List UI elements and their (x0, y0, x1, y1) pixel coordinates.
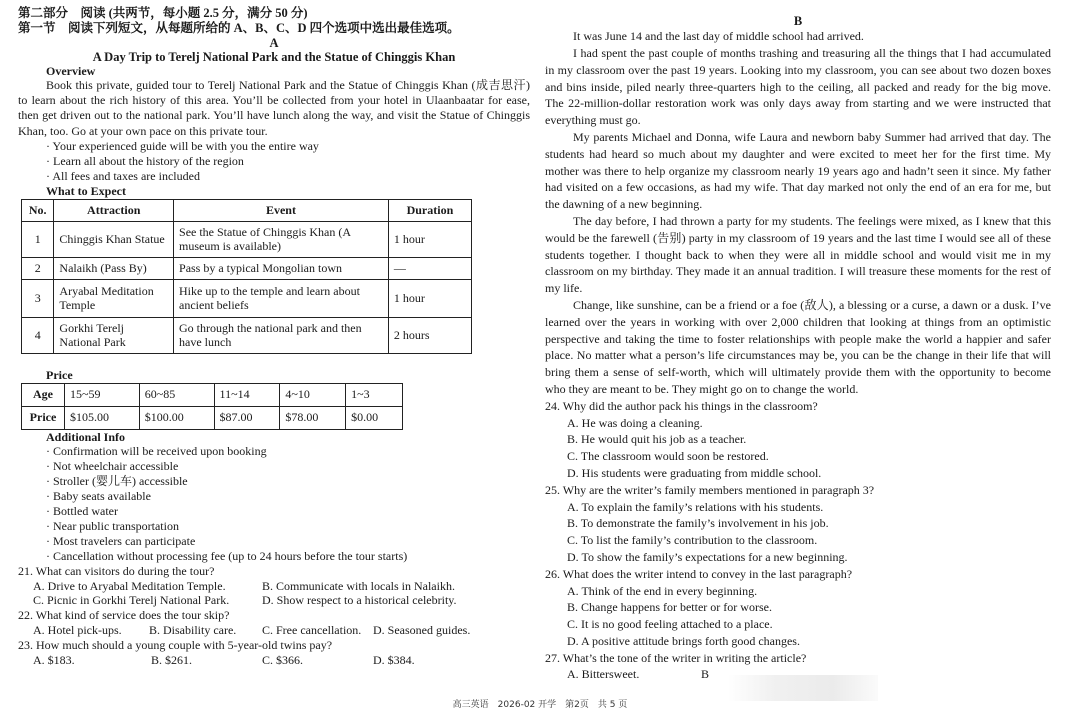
question-text: 25. Why are the writer’s family members mentioned in paragraph 3? (545, 482, 875, 497)
table-row (22, 221, 472, 257)
cell-event: Go through the national park and then have lunch (174, 317, 389, 353)
passage-b-paragraph: The day before, I had thrown a party for my students. The feelings were mixed, as I knew that this would be the farewell (告别) party in my classroom of 19 years and the last time I would see all of these students together. I thought back to when they were all in middle school and would visit me in my classroom on my birthday. They made it an annual tradition. I will treasure these moments for the rest of my life. (545, 213, 1051, 296)
option[interactable]: B. $261. (151, 652, 193, 667)
age-cell: 60~85 (139, 383, 214, 406)
age-label: Age (22, 383, 65, 406)
price-cell: $87.00 (214, 406, 280, 429)
price-cell: $100.00 (139, 406, 214, 429)
option-row (33, 593, 530, 608)
option[interactable]: A. Hotel pick-ups. (33, 623, 122, 637)
additional-info-heading: Additional Info (46, 429, 126, 444)
table-header-row (22, 199, 472, 221)
option[interactable]: C. Picnic in Gorkhi Terelj National Park. (33, 593, 230, 608)
cell-duration: 1 hour (388, 221, 471, 257)
question-text: 23. How much should a young couple with 5-year-old twins pay? (18, 637, 333, 652)
passage-b-paragraph: It was June 14 and the last day of middle school had arrived. (573, 29, 864, 43)
cell-no: 3 (22, 279, 54, 317)
age-cell: 11~14 (214, 383, 280, 406)
option-row (33, 579, 530, 594)
option[interactable]: D. $384. (373, 652, 415, 667)
table-row (22, 279, 472, 317)
price-cell: $0.00 (346, 406, 403, 429)
option[interactable]: B. Disability care. (149, 623, 237, 637)
option[interactable]: B (701, 667, 710, 682)
option[interactable]: A. Think of the end in every beginning. (567, 583, 758, 598)
passage-b-paragraph: My parents Michael and Donna, wife Laura and newborn baby Summer had arrived that day. The students had heard so much about my daughter and were excited to meet her for the first time. My mother was there to help organize my classroom nearly 19 years ago and hadn’t seen it since. My father had visited on a few occasions, as had my wife. That day marked not only the end of an era for me, but the dawning of a new beginning. (545, 129, 1051, 212)
cell-no: 1 (22, 221, 54, 257)
passage-b-letter: B (793, 14, 803, 28)
left-column (18, 6, 530, 667)
option[interactable]: D. A positive attitude brings forth good changes. (567, 633, 800, 648)
option[interactable]: C. To list the family’s contribution to the classroom. (567, 533, 818, 548)
cell-event: See the Statue of Chinggis Khan (A museum is available) (174, 221, 389, 257)
passage-b-paragraph: Change, like sunshine, can be a friend or a foe (敌人), a blessing or a curse, a dawn or a dusk. I’ve learned over the years in working with over 2,000 children that looking at things from an optimistic perspective and taking the time to foster relationships with people make the world a happier and safer place. No matter what a person’s life circumstances may be, you can be the change in their life that will bring them a sense of self-worth, which will ultimately provide them with the opportunity to become who they are meant to be. They might go on to change the world. (545, 297, 1051, 396)
question-text: 24. Why did the author pack his things in the classroom? (545, 398, 818, 413)
page-footer: 高三英语 2026-02 开学 第2页 共 5 页 (452, 700, 628, 710)
option[interactable]: A. $183. (33, 652, 75, 667)
price-label: Price (22, 406, 65, 429)
cell-event: Hike up to the temple and learn about ancient beliefs (174, 279, 389, 317)
col-header: Attraction (54, 199, 174, 221)
question-23 (18, 638, 530, 668)
overview-bullet: · Learn all about the history of the region (46, 153, 244, 168)
age-row (22, 383, 403, 406)
option[interactable]: C. $366. (262, 652, 304, 667)
age-cell: 15~59 (65, 383, 140, 406)
info-item: · Near public transportation (46, 518, 179, 533)
cell-event: Pass by a typical Mongolian town (174, 257, 389, 279)
passage-a-letter: A (269, 36, 279, 50)
option[interactable]: B. To demonstrate the family’s involvement in his job. (567, 516, 829, 531)
right-column (545, 6, 1051, 683)
option[interactable]: A. Bittersweet. (567, 667, 640, 682)
question-22 (18, 608, 530, 638)
price-table (21, 383, 403, 430)
overview-text: Book this private, guided tour to Terelj National Park and the Statue of Chinggis Khan (成吉思汗) to learn about the rich history of this area. You’ll be collected from your hotel in Ulaanbaatar for ease, then get driven out to the national park. You’ll have lunch along the way, and visit the Statue of Chinggis Khan, too. Go at your own pace on this private tour. (18, 78, 530, 138)
info-item: · Not wheelchair accessible (46, 458, 179, 473)
cell-duration: 2 hours (388, 317, 471, 353)
question-26 (545, 566, 1051, 650)
cell-duration: 1 hour (388, 279, 471, 317)
table-row (22, 257, 472, 279)
option[interactable]: D. Show respect to a historical celebrity. (262, 593, 457, 608)
additional-info-list (18, 444, 530, 564)
cell-attraction: Chinggis Khan Statue (54, 221, 174, 257)
option-row (33, 653, 530, 668)
price-row (22, 406, 403, 429)
cell-no: 2 (22, 257, 54, 279)
price-cell: $78.00 (280, 406, 346, 429)
cell-no: 4 (22, 317, 54, 353)
col-header: Duration (388, 199, 471, 221)
price-cell: $105.00 (65, 406, 140, 429)
cell-attraction: Aryabal Meditation Temple (54, 279, 174, 317)
info-item: · Most travelers can participate (46, 533, 196, 548)
blurred-region (728, 675, 878, 701)
overview-heading: Overview (46, 64, 96, 78)
option[interactable]: C. It is no good feeling attached to a place. (567, 617, 773, 632)
info-item: · Cancellation without processing fee (up to 24 hours before the tour starts) (46, 548, 408, 563)
question-text: 26. What does the writer intend to convey in the last paragraph? (545, 566, 853, 581)
info-item: · Confirmation will be received upon booking (46, 443, 267, 458)
cell-attraction: Gorkhi Terelj National Park (54, 317, 174, 353)
option[interactable]: D. To show the family’s expectations for a new beginning. (567, 549, 848, 564)
cell-attraction: Nalaikh (Pass By) (54, 257, 174, 279)
question-text: 22. What kind of service does the tour skip? (18, 608, 230, 623)
option-row (33, 623, 530, 638)
age-cell: 1~3 (346, 383, 403, 406)
passage-b-paragraph: I had spent the past couple of months trashing and treasuring all the things that I had accumulated in my classroom over the past 19 years. Looking into my classroom, you can see about two dozen boxes and bins inside, piled nearly three-quarters high to the ceiling, all packed and ready for the big move. The 22-million-dollar restoration work was only days away from starting and we were instructed that everything must go. (545, 46, 1051, 128)
overview-bullet: · All fees and taxes are included (46, 168, 200, 183)
age-cell: 4~10 (280, 383, 346, 406)
section-heading: 第一节 阅读下列短文，从每题所给的 A、B、C、D 四个选项中选出最佳选项。 (18, 21, 460, 35)
question-25 (545, 482, 1051, 566)
option[interactable]: D. His students were graduating from middle school. (567, 465, 822, 480)
question-24 (545, 398, 1051, 482)
option[interactable]: B. He would quit his job as a teacher. (567, 432, 747, 447)
col-header: No. (22, 199, 54, 221)
attractions-table (21, 199, 472, 354)
passage-a-title: A Day Trip to Terelj National Park and the Statue of Chinggis Khan (92, 50, 456, 64)
info-item: · Bottled water (46, 503, 118, 518)
part-heading: 第二部分 阅读 (共两节，每小题 2.5 分，满分 50 分) (18, 6, 308, 20)
option[interactable]: B. Change happens for better or for worse. (567, 600, 772, 615)
cell-duration: — (388, 257, 471, 279)
overview-bullet: · Your experienced guide will be with you the entire way (46, 138, 319, 153)
question-text: 27. What’s the tone of the writer in writing the article? (545, 650, 807, 665)
info-item: · Baby seats available (46, 488, 151, 503)
option[interactable]: A. Drive to Aryabal Meditation Temple. (33, 578, 226, 593)
table-row (22, 317, 472, 353)
overview-bullets (18, 139, 530, 184)
option[interactable]: D. Seasoned guides. (373, 623, 471, 637)
price-heading: Price (46, 367, 73, 382)
option[interactable]: C. Free cancellation. (262, 623, 362, 637)
col-header: Event (174, 199, 389, 221)
what-to-expect-heading: What to Expect (46, 183, 126, 198)
question-text: 21. What can visitors do during the tour? (18, 563, 215, 578)
option[interactable]: B. Communicate with locals in Nalaikh. (262, 578, 455, 593)
question-21 (18, 564, 530, 608)
option[interactable]: A. To explain the family’s relations with his students. (567, 499, 824, 514)
option[interactable]: A. He was doing a cleaning. (567, 415, 703, 430)
option[interactable]: C. The classroom would soon be restored. (567, 449, 769, 464)
info-item: · Stroller (婴儿车) accessible (46, 473, 188, 488)
